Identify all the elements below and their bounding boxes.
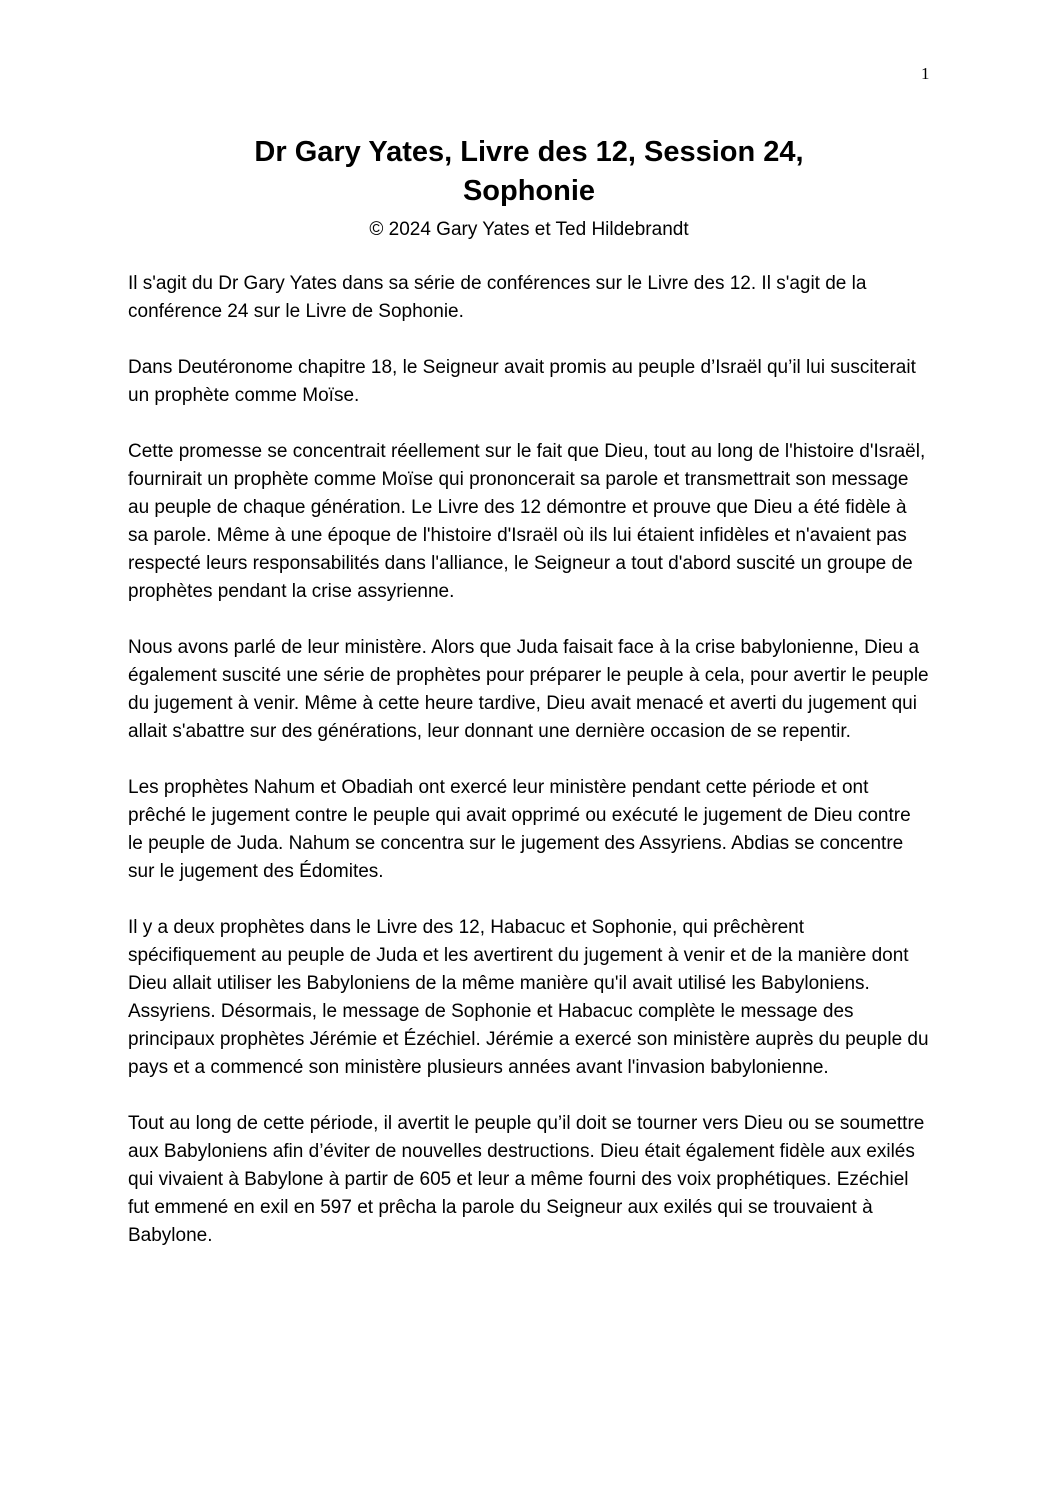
copyright-line: © 2024 Gary Yates et Ted Hildebrandt	[369, 219, 689, 240]
paragraph: Les prophètes Nahum et Obadiah ont exercé leur ministère pendant cette période et ont prêché le jugement contre le peuple qui avait opprimé ou exécuté le jugement de Dieu contre le peuple de Juda. Nahum se concentra sur le jugement des Assyriens. Abdias se concentre sur le jugement des Édomites.	[128, 777, 911, 882]
title-line-1: Dr Gary Yates, Livre des 12, Session 24,	[254, 136, 804, 168]
paragraph: Il s'agit du Dr Gary Yates dans sa série de conférences sur le Livre des 12. Il s'agit de la conférence 24 sur le Livre de Sophonie.	[128, 273, 867, 322]
document-body	[128, 270, 930, 1278]
paragraph: Tout au long de cette période, il avertit le peuple qu’il doit se tourner vers Dieu ou se soumettre aux Babyloniens afin d’éviter de nouvelles destructions. Dieu était également fidèle aux exilés qui vivaient à Babylone à partir de 605 et leur a même fourni des voix prophétiques. Ezéchiel fut emmené en exil en 597 et prêcha la parole du Seigneur aux exilés qui se trouvaient à Babylone.	[128, 1113, 925, 1246]
document-title	[128, 133, 930, 211]
title-line-2: Sophonie	[462, 175, 596, 207]
paragraph: Cette promesse se concentrait réellement sur le fait que Dieu, tout au long de l'histoire d'Israël, fournirait un prophète comme Moïse qui prononcerait sa parole et transmettrait son message au peuple de chaque génération. Le Livre des 12 démontre et prouve que Dieu a été fidèle à sa parole. Même à une époque de l'histoire d'Israël où ils lui étaient infidèles et n'avaient pas respecté leurs responsabilités dans l'alliance, le Seigneur a tout d'abord suscité un groupe de prophètes pendant la crise assyrienne.	[128, 441, 926, 602]
page-number: 1	[921, 64, 930, 83]
paragraph: Dans Deutéronome chapitre 18, le Seigneur avait promis au peuple d’Israël qu’il lui susciterait un prophète comme Moïse.	[128, 357, 916, 406]
paragraph: Nous avons parlé de leur ministère. Alors que Juda faisait face à la crise babylonienne, Dieu a également suscité une série de prophètes pour préparer le peuple à cela, pour avertir le peuple du jugement à venir. Même à cette heure tardive, Dieu avait menacé et averti du jugement qui allait s'abattre sur des générations, leur donnant une dernière occasion de se repentir.	[128, 637, 929, 742]
paragraph: Il y a deux prophètes dans le Livre des 12, Habacuc et Sophonie, qui prêchèrent spécifiquement au peuple de Juda et les avertirent du jugement à venir et de la manière dont Dieu allait utiliser les Babyloniens de la même manière qu'il avait utilisé les Babyloniens. Assyriens. Désormais, le message de Sophonie et Habacuc complète le message des principaux prophètes Jérémie et Ézéchiel. Jérémie a exercé son ministère auprès du peuple du pays et a commencé son ministère plusieurs années avant l'invasion babylonienne.	[128, 917, 929, 1078]
